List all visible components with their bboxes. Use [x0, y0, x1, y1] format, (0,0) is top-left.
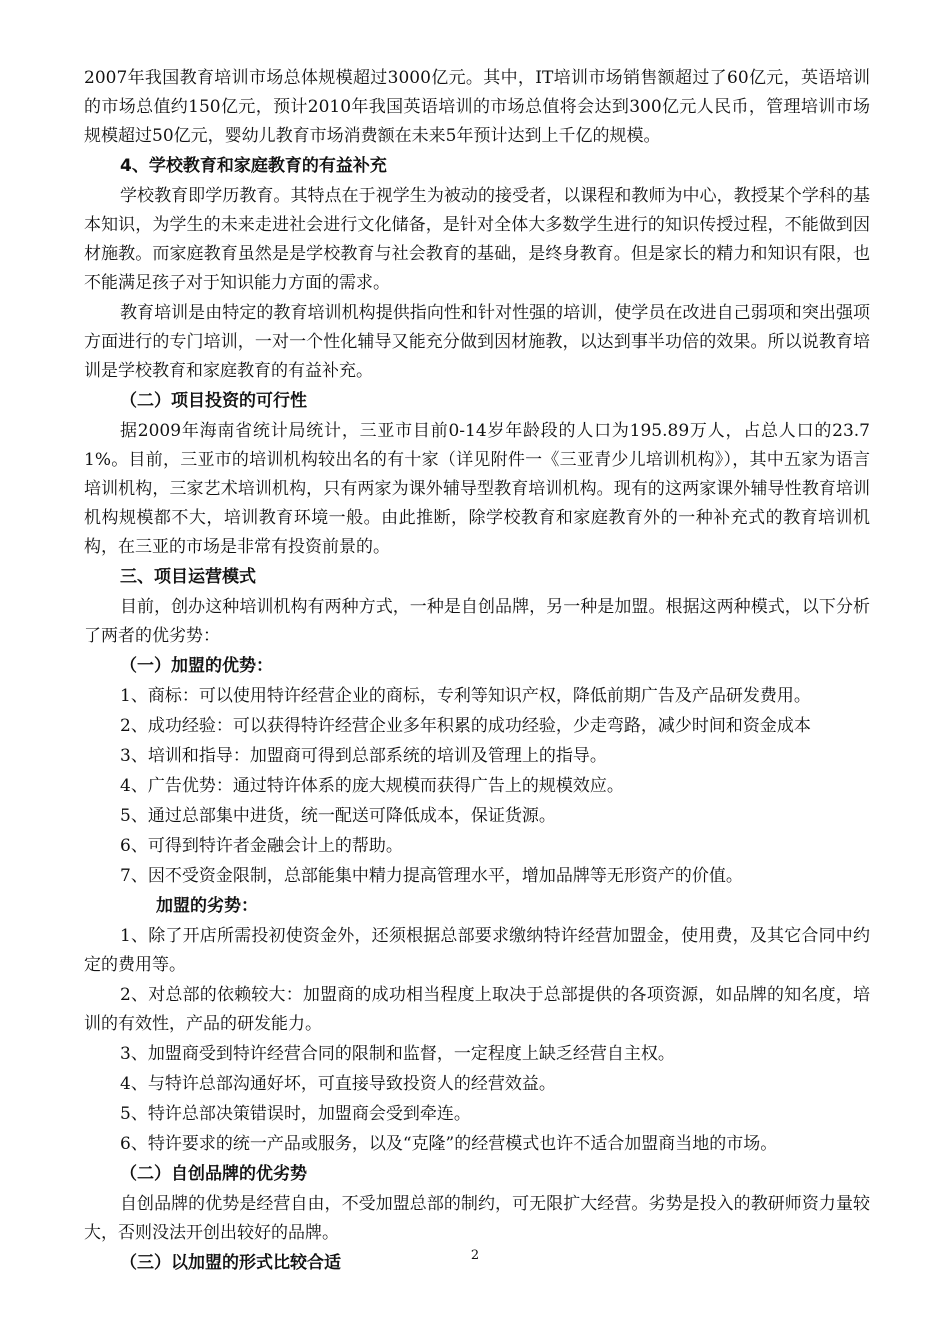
page-number: 2: [470, 1248, 480, 1263]
document-page: [84, 64, 870, 1279]
disadvantage-item-2: 2、对总部的依赖较大：加盟商的成功相当程度上取决于总部提供的各项资源，如品牌的知名度，培训的有效性，产品的研发能力。: [84, 985, 870, 1034]
section4-paragraph-1: 学校教育即学历教育。其特点在于视学生为被动的接受者，以课程和教师为中心，教授某个学科的基本知识，为学生的未来走进社会进行文化储备，是针对全体大多数学生进行的知识传授过程，不能做到因材施教。而家庭教育虽然是是学校教育与社会教育的基础，是终身教育。但是家长的精力和知识有限，也不能满足孩子对于知识能力方面的需求。: [84, 186, 870, 293]
feasibility-paragraph: 据2009年海南省统计局统计，三亚市目前0-14岁年龄段的人口为195.89万人，占总人口的23.71%。目前，三亚市的培训机构较出名的有十家（详见附件一《三亚青少儿培训机构》），其中五家为语言培训机构，三家艺术培训机构，只有两家为课外辅导型教育培训机构。现有的这两家课外辅导性教育培训机构规模都不大，培训教育环境一般。由此推断，除学校教育和家庭教育外的一种补充式的教育培训机构，在三亚的市场是非常有投资前景的。: [84, 421, 870, 557]
advantage-item-4: 4、广告优势：通过特许体系的庞大规模而获得广告上的规模效应。: [120, 776, 624, 796]
advantage-item-2: 2、成功经验：可以获得特许经营企业多年积累的成功经验，少走弯路，减少时间和资金成本: [120, 716, 811, 736]
franchise-advantages-heading: （一）加盟的优势：: [120, 656, 273, 676]
advantage-item-3: 3、培训和指导：加盟商可得到总部系统的培训及管理上的指导。: [120, 746, 607, 766]
operation-paragraph: 目前，创办这种培训机构有两种方式，一种是自创品牌，另一种是加盟。根据这两种模式，以下分析了两者的优劣势：: [84, 597, 870, 646]
section4-heading: 4、学校教育和家庭教育的有益补充: [120, 156, 387, 176]
conclusion-heading: （三）以加盟的形式比较合适: [120, 1253, 341, 1273]
operation-heading: 三、项目运营模式: [120, 567, 256, 587]
franchise-disadvantages-heading: 加盟的劣势：: [156, 896, 258, 916]
own-brand-heading: （二）自创品牌的优劣势: [120, 1164, 307, 1184]
advantage-item-1: 1、商标：可以使用特许经营企业的商标，专利等知识产权，降低前期广告及产品研发费用。: [120, 686, 811, 706]
disadvantage-item-3: 3、加盟商受到特许经营合同的限制和监督，一定程度上缺乏经营自主权。: [120, 1044, 675, 1064]
disadvantage-item-6: 6、特许要求的统一产品或服务，以及“克隆”的经营模式也许不适合加盟商当地的市场。: [120, 1134, 778, 1154]
feasibility-heading: （二）项目投资的可行性: [120, 391, 307, 411]
disadvantage-item-4: 4、与特许总部沟通好坏，可直接导致投资人的经营效益。: [120, 1074, 556, 1094]
own-brand-paragraph: 自创品牌的优势是经营自由，不受加盟总部的制约，可无限扩大经营。劣势是投入的教研师资力量较大，否则没法开创出较好的品牌。: [84, 1194, 870, 1243]
intro-paragraph: 2007年我国教育培训市场总体规模超过3000亿元。其中，IT培训市场销售额超过了60亿元，英语培训的市场总值约150亿元，预计2010年我国英语培训的市场总值将会达到300亿元人民币，管理培训市场规模超过50亿元，婴幼儿教育市场消费额在未来5年预计达到上千亿的规模。: [84, 68, 870, 146]
section4-paragraph-2: 教育培训是由特定的教育培训机构提供指向性和针对性强的培训，使学员在改进自己弱项和突出强项方面进行的专门培训，一对一个性化辅导又能充分做到因材施教，以达到事半功倍的效果。所以说教育培训是学校教育和家庭教育的有益补充。: [84, 303, 870, 381]
disadvantage-item-1: 1、除了开店所需投初使资金外，还须根据总部要求缴纳特许经营加盟金，使用费，及其它合同中约定的费用等。: [84, 926, 870, 975]
advantage-item-6: 6、可得到特许者金融会计上的帮助。: [120, 836, 403, 856]
advantage-item-5: 5、通过总部集中进货，统一配送可降低成本，保证货源。: [120, 806, 556, 826]
disadvantage-item-5: 5、特许总部决策错误时，加盟商会受到牵连。: [120, 1104, 471, 1124]
advantage-item-7: 7、因不受资金限制，总部能集中精力提高管理水平，增加品牌等无形资产的价值。: [120, 866, 743, 886]
